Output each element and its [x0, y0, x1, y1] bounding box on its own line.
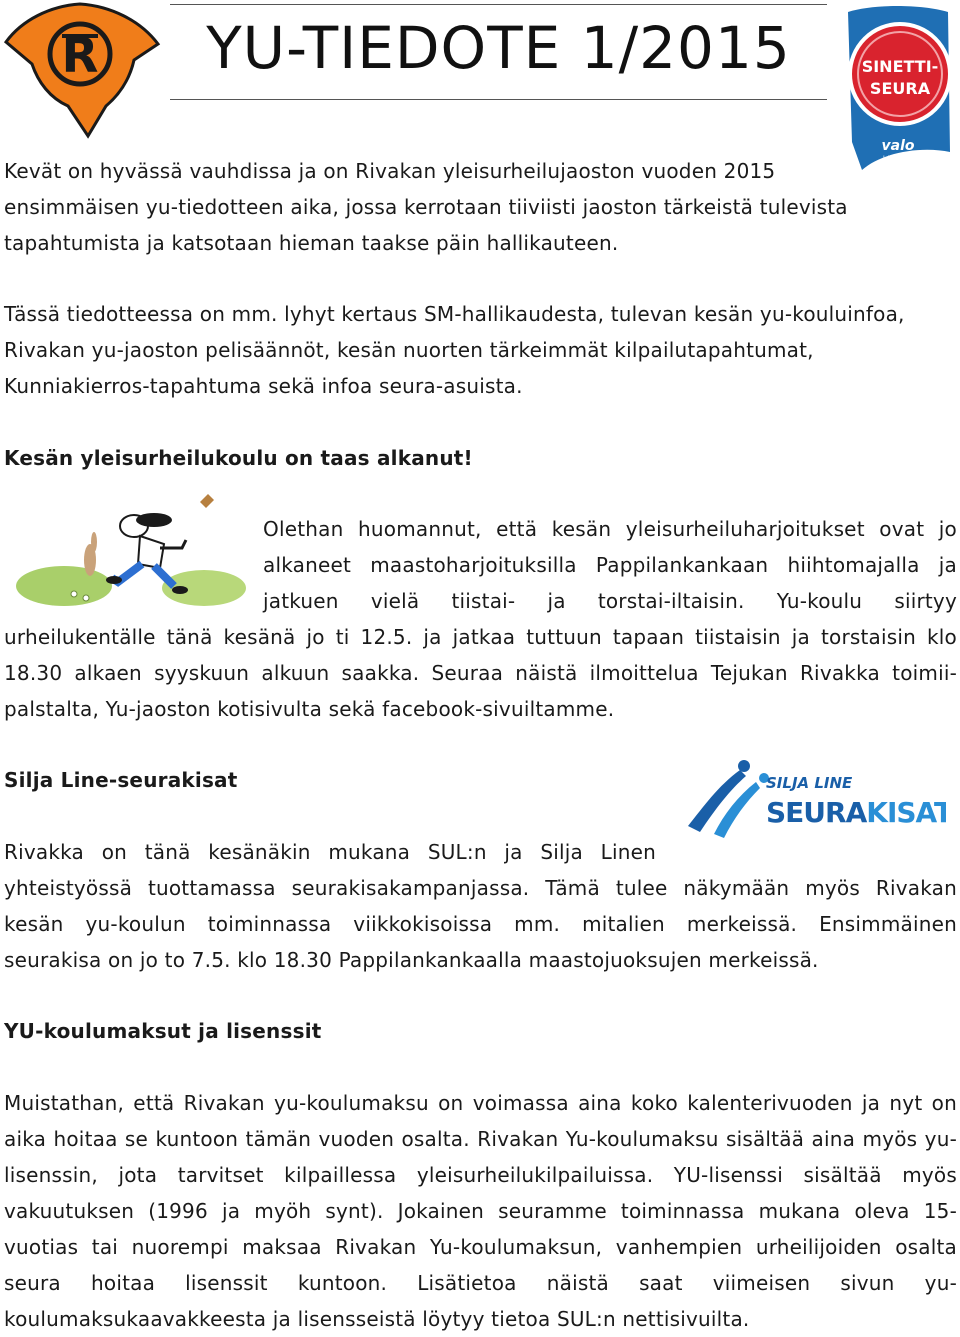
silja-logo-seura: SEURA [766, 796, 867, 829]
section-heading-silja: Silja Line-seurakisat [4, 768, 238, 792]
silja-line: kesän yu-koulun toiminnassa viikkokisoissa mm. mitalien merkeissä. Ensimmäinen [4, 912, 957, 936]
fees-line: seura hoitaa lisenssit kuntoon. Lisätietoa näistä saat viimeisen sivun yu- [4, 1271, 957, 1295]
school-paragraph-right [263, 511, 957, 619]
silja-seurakisat-logo [684, 756, 946, 840]
seal-text-2: SEURA [869, 79, 931, 98]
silja-paragraph-full [4, 870, 957, 978]
section-heading-school: Kesän yleisurheilukoulu on taas alkanut! [4, 446, 473, 470]
school-line: jatkuen vielä tiistai- ja torstai-iltaisin. Yu-koulu siirtyy [263, 589, 957, 613]
page-title: YU-TIEDOTE 1/2015 [206, 14, 791, 82]
fees-line: aika hoitaa se kuntoon tämän vuoden osalta. Rivakan Yu-koulumaksu sisältää aina myös yu- [4, 1127, 957, 1151]
contents-line: Kunniakierros-tapahtuma sekä infoa seura-asuista. [4, 374, 523, 398]
silja-logo-top: SILJA LINE [766, 774, 853, 792]
school-line: Olethan huomannut, että kesän yleisurheiluharjoitukset ovat jo [263, 517, 957, 541]
fees-line: vakuutuksen (1996 ja myöh synt). Jokainen seuramme toiminnassa mukana oleva 15- [4, 1199, 957, 1223]
school-line: alkaneet maastoharjoituksilla Pappilankankaan hiihtomajalla ja [263, 553, 957, 577]
school-paragraph-full [4, 619, 957, 727]
club-logo-letter: R [61, 28, 99, 84]
intro-line: ensimmäisen yu-tiedotteen aika, jossa kerrotaan tiiviisti jaoston tärkeistä tulevista [4, 195, 848, 219]
seal-sub2: LAJILIITOT [882, 155, 914, 162]
silja-line: seurakisa on jo to 7.5. klo 18.30 Pappilankankaalla maastojuoksujen merkeissä. [4, 948, 819, 972]
fees-line: koulumaksukaavakkeesta ja lisensseistä löytyy tietoa SUL:n nettisivuilta. [4, 1307, 750, 1331]
silja-paragraph-first [4, 834, 656, 870]
intro-line: Kevät on hyvässä vauhdissa ja on Rivakan yleisurheilujaoston vuoden 2015 [4, 159, 776, 183]
silja-line: Rivakka on tänä kesänäkin mukana SUL:n ja Silja Linen [4, 840, 656, 864]
fees-line: vuotias tai nuorempi maksaa Rivakan Yu-koulumaksun, vanhempien urheilijoiden osalta [4, 1235, 957, 1259]
intro-paragraph [4, 153, 957, 261]
title-rule-top [170, 4, 827, 5]
fees-line: Muistathan, että Rivakan yu-koulumaksu on voimassa aina koko kalenterivuoden ja nyt on [4, 1091, 957, 1115]
silja-line: yhteistyössä tuottamassa seurakisakampanjassa. Tämä tulee näkymään myös Rivakan [4, 876, 957, 900]
school-line: 18.30 alkaen syyskuun alkuun saakka. Seuraa näistä ilmoittelua Tejukan Rivakka toimii- [4, 661, 957, 685]
fees-paragraph [4, 1085, 957, 1337]
club-logo [2, 2, 162, 140]
title-rule-bottom [170, 99, 827, 100]
seal-text-1: SINETTI- [861, 57, 939, 76]
sinettiseura-seal [842, 2, 956, 174]
school-line: palstalta, Yu-jaoston kotisivulta sekä facebook-sivuiltamme. [4, 697, 615, 721]
fees-line: lisenssin, jota tarvitset kilpaillessa yleisurheilukilpailuissa. YU-lisenssi sisältää myös [4, 1163, 957, 1187]
school-line: urheilukentälle tänä kesänä jo ti 12.5. ja jatkaa tuttuun tapaan tiistaisin ja torstaisin klo [4, 625, 957, 649]
seal-sub: valo [881, 138, 915, 154]
contents-paragraph [4, 296, 957, 404]
contents-line: Rivakan yu-jaoston pelisäännöt, kesän nuorten tärkeimmät kilpailutapahtumat, [4, 338, 814, 362]
runner-illustration [14, 490, 250, 612]
section-heading-fees: YU-koulumaksut ja lisenssit [4, 1019, 322, 1043]
intro-line: tapahtumista ja katsotaan hieman taakse päin hallikauteen. [4, 231, 619, 255]
silja-logo-kisat: KISAT [866, 796, 946, 829]
contents-line: Tässä tiedotteessa on mm. lyhyt kertaus SM-hallikaudesta, tulevan kesän yu-kouluinfoa, [4, 302, 905, 326]
svg-text:SEURAKISAT [766, 796, 946, 829]
